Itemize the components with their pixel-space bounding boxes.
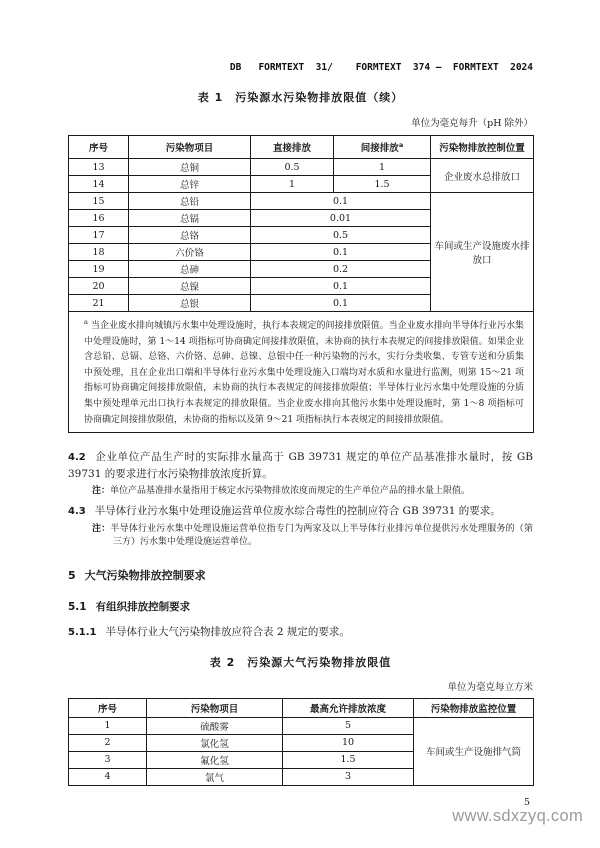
cell-limit-merged: 0.01 [251, 210, 431, 227]
cell-no: 13 [69, 159, 129, 176]
cell-indirect: 1 [334, 159, 431, 176]
cell-no: 3 [69, 751, 147, 768]
cell-item: 总铜 [129, 159, 251, 176]
footnote-marker: a [84, 318, 88, 326]
table1-header-indirect [334, 136, 431, 159]
cell-no: 4 [69, 768, 147, 785]
cell-item: 硫酸雾 [147, 717, 283, 734]
cell-item: 氟化氢 [147, 751, 283, 768]
clause-number: 4.2 [68, 452, 86, 464]
clause-4-2 [68, 449, 533, 482]
table-row [69, 159, 534, 176]
section-5-1-heading [68, 599, 533, 614]
clause-4-2-note [92, 485, 533, 499]
cell-item: 六价铬 [129, 244, 251, 261]
cell-item: 氯化氢 [147, 734, 283, 751]
cell-item: 总锌 [129, 176, 251, 193]
cell-item: 总镍 [129, 278, 251, 295]
section-number: 5 [68, 568, 76, 582]
table2-header-row [69, 698, 534, 717]
table1-unit-note: 单位为毫克每升（pH 除外） [411, 118, 533, 129]
note-text: 单位产品基准排水量指用于核定水污染物排放浓度而规定的生产单位产品的排水量上限值。 [110, 486, 471, 497]
cell-no: 21 [69, 295, 129, 312]
clause-text: 半导体行业大气污染物排放应符合表 2 规定的要求。 [105, 625, 350, 638]
cell-no: 17 [69, 227, 129, 244]
clause-4-3 [68, 503, 533, 520]
table-row [69, 193, 534, 210]
table1-header-location: 污染物排放控制位置 [431, 136, 534, 159]
cell-item: 总铬 [129, 227, 251, 244]
watermark: www.sdxzyq.com [452, 807, 583, 825]
cell-limit: 10 [283, 734, 414, 751]
section-title: 有组织排放控制要求 [95, 600, 191, 613]
cell-location-merged: 企业废水总排放口 [431, 159, 534, 193]
cell-no: 19 [69, 261, 129, 278]
cell-location-merged: 车间或生产设施废水排放口 [431, 193, 534, 312]
section-5-heading [68, 567, 533, 583]
table1-caption: 表 1 污染源水污染物排放限值（续） [197, 91, 404, 104]
cell-item: 总铅 [129, 193, 251, 210]
table2-header-location: 污染物排放监控位置 [414, 698, 534, 717]
clause-text: 半导体行业污水集中处理设施运营单位废水综合毒性的控制应符合 GB 39731 的要求。 [94, 504, 501, 517]
cell-item: 总砷 [129, 261, 251, 278]
note-text: 半导体行业污水集中处理设施运营单位指专门为两家及以上半导体行业排污单位提供污水处理服务的（第三方）污水集中处理设施运营单位。 [110, 523, 533, 548]
cell-direct: 1 [251, 176, 334, 193]
cell-limit-merged: 0.5 [251, 227, 431, 244]
cell-limit-merged: 0.1 [251, 295, 431, 312]
cell-no: 16 [69, 210, 129, 227]
cell-limit-merged: 0.1 [251, 193, 431, 210]
table1-header-indirect-label: 间接排放 [360, 143, 399, 154]
cell-no: 2 [69, 734, 147, 751]
cell-no: 18 [69, 244, 129, 261]
cell-location-merged: 车间或生产设施排气筒 [414, 717, 534, 785]
table1-footnote [69, 312, 534, 433]
cell-no: 15 [69, 193, 129, 210]
cell-no: 20 [69, 278, 129, 295]
cell-limit-merged: 0.2 [251, 261, 431, 278]
cell-item: 氯气 [147, 768, 283, 785]
footnote-text: 当企业废水排向城镇污水集中处理设施时，执行本表规定的间接排放限值。当企业废水排向半导体行业污水集中处理设施时，第 1～14 项指标可协商确定间接排放限值，未协商的执行本表规定的间接排放限值。如果企业含总铅、总镉、总铬、六价铬、总砷、总镍、总银中任一种污染物的污水，实行分类收集、专管专送和分质集中预处理，且在企业出口端和半导体行业污水集中处理设施入口端均对水质和水量进行监测，则第 15～21 项指标可协商确定间接排放限值，未协商的执行本表规定的间接排放限值；半导体行业污水集中处理设施的分质集中预处理单元出口执行本表规定的排放限值。当企业废水排向其他污水集中处理设施时，第 1～8 项指标可协商确定间接排放限值，未协商的指标以及第 9～21 项指标执行本表规定的间接排放限值。 [84, 321, 524, 425]
table1-water-pollutant-limits [68, 135, 534, 433]
footnote-marker: a [398, 140, 404, 149]
document-header: DB FORMTEXT 31/ FORMTEXT 374 — FORMTEXT 2024 [229, 62, 533, 73]
table2-unit-note: 单位为毫克每立方米 [447, 681, 533, 693]
note-label: 注： [92, 486, 111, 497]
clause-5-1-1 [68, 624, 533, 641]
cell-item: 总银 [129, 295, 251, 312]
table2-header-no: 序号 [69, 698, 147, 717]
clause-4-3-note [92, 523, 533, 550]
cell-no: 14 [69, 176, 129, 193]
table2-header-item: 污染物项目 [147, 698, 283, 717]
cell-indirect: 1.5 [334, 176, 431, 193]
cell-limit: 5 [283, 717, 414, 734]
table-row [69, 717, 534, 734]
table2-caption: 表 2 污染源大气污染物排放限值 [209, 655, 392, 669]
table1-header-item: 污染物项目 [129, 136, 251, 159]
page-number: 5 [523, 796, 530, 808]
table1-header-row [69, 136, 534, 159]
table2-header-max-conc: 最高允许排放浓度 [283, 698, 414, 717]
cell-limit: 3 [283, 768, 414, 785]
clause-text: 企业单位产品生产时的实际排水量高于 GB 39731 规定的单位产品基准排水量时，按 GB 39731 的要求进行水污染物排放浓度折算。 [68, 451, 533, 481]
cell-no: 1 [69, 717, 147, 734]
cell-limit-merged: 0.1 [251, 244, 431, 261]
cell-limit-merged: 0.1 [251, 278, 431, 295]
note-label: 注： [92, 523, 111, 534]
table1-header-no: 序号 [69, 136, 129, 159]
table2-air-pollutant-limits [68, 698, 534, 786]
table1-footnote-row [69, 312, 534, 433]
clause-number: 4.3 [68, 505, 86, 517]
cell-direct: 0.5 [251, 159, 334, 176]
section-number: 5.1 [68, 600, 87, 613]
clause-number: 5.1.1 [68, 626, 97, 638]
table1-header-direct: 直接排放 [251, 136, 334, 159]
cell-limit: 1.5 [283, 751, 414, 768]
cell-item: 总镉 [129, 210, 251, 227]
section-title: 大气污染物排放控制要求 [84, 568, 206, 582]
